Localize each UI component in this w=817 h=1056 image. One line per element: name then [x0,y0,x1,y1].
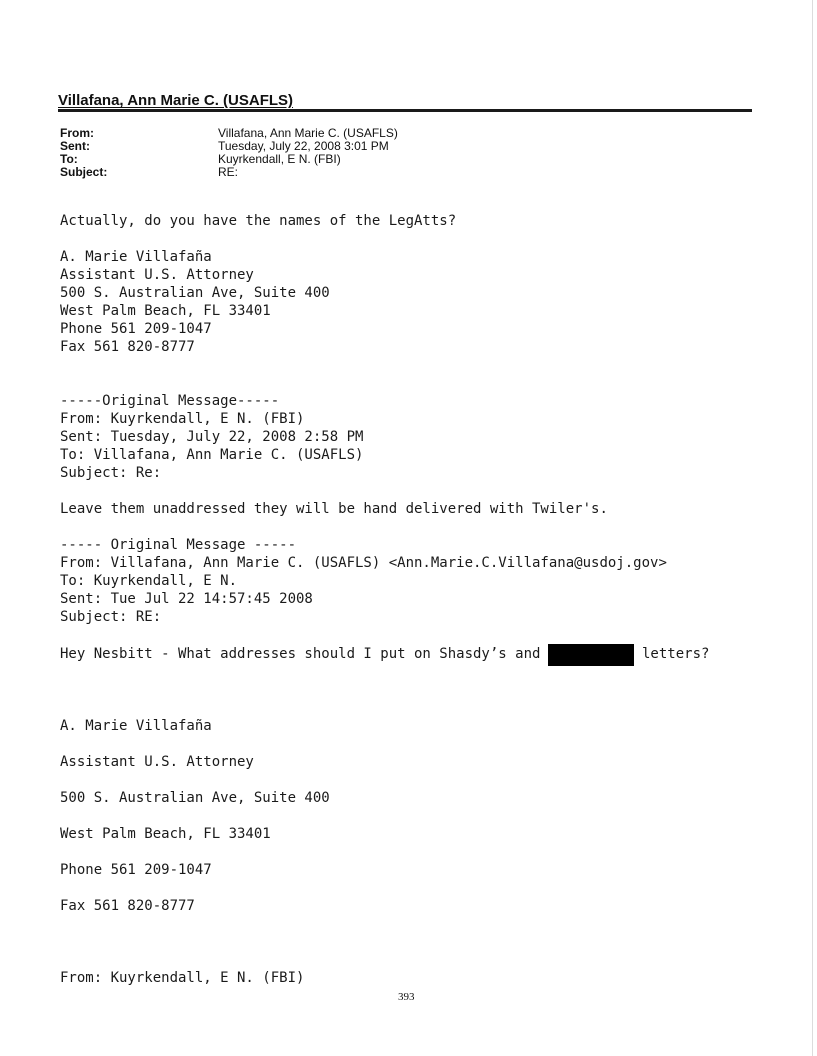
signature2-phone: Phone 561 209-1047 [60,862,212,878]
original-message-divider: -----Original Message----- [60,393,280,409]
redaction-block [548,644,634,666]
signature-address: 500 S. Australian Ave, Suite 400 [60,285,330,301]
original-subject: Subject: Re: [60,465,162,481]
signature2-city: West Palm Beach, FL 33401 [60,826,271,842]
original2-to: To: Kuyrkendall, E N. [60,573,238,589]
original2-from: From: Villafana, Ann Marie C. (USAFLS) <Ann.Marie.C.Villafana@usdoj.gov> [60,555,667,571]
to-value: Kuyrkendall, E N. (FBI) [218,152,341,166]
original2-message-start: Hey Nesbitt - What addresses should I put on Shasdy’s and [60,646,541,662]
trailing-from-line: From: Kuyrkendall, E N. (FBI) [60,970,305,986]
signature-title: Assistant U.S. Attorney [60,267,254,283]
original-to: To: Villafana, Ann Marie C. (USAFLS) [60,447,364,463]
original-from: From: Kuyrkendall, E N. (FBI) [60,411,305,427]
original-message-divider-2: ----- Original Message ----- [60,537,297,553]
sent-label: Sent: [60,139,90,153]
original2-subject: Subject: RE: [60,609,162,625]
scan-edge [812,0,813,1056]
subject-value: RE: [218,165,239,179]
from-value: Villafana, Ann Marie C. (USAFLS) [218,126,398,140]
to-label: To: [60,152,78,166]
signature-city: West Palm Beach, FL 33401 [60,303,271,319]
signature2-title: Assistant U.S. Attorney [60,754,254,770]
from-label: From: [60,126,94,140]
original2-sent: Sent: Tue Jul 22 14:57:45 2008 [60,591,313,607]
page-number: 393 [398,991,415,1003]
original2-message-end: letters? [642,646,710,662]
signature2-fax: Fax 561 820-8777 [60,898,195,914]
signature-fax: Fax 561 820-8777 [60,339,195,355]
subject-label: Subject: [60,165,108,179]
signature-name: A. Marie Villafaña [60,249,212,265]
signature2-name: A. Marie Villafaña [60,718,212,734]
sent-value: Tuesday, July 22, 2008 3:01 PM [218,139,389,153]
document-title: Villafana, Ann Marie C. (USAFLS) [58,92,294,109]
opening-line: Actually, do you have the names of the LegAtts? [60,213,457,229]
original-sent: Sent: Tuesday, July 22, 2008 2:58 PM [60,429,364,445]
original-message-body: Leave them unaddressed they will be hand delivered with Twiler's. [60,501,608,517]
title-rule [58,109,752,112]
signature-phone: Phone 561 209-1047 [60,321,212,337]
signature2-address: 500 S. Australian Ave, Suite 400 [60,790,330,806]
